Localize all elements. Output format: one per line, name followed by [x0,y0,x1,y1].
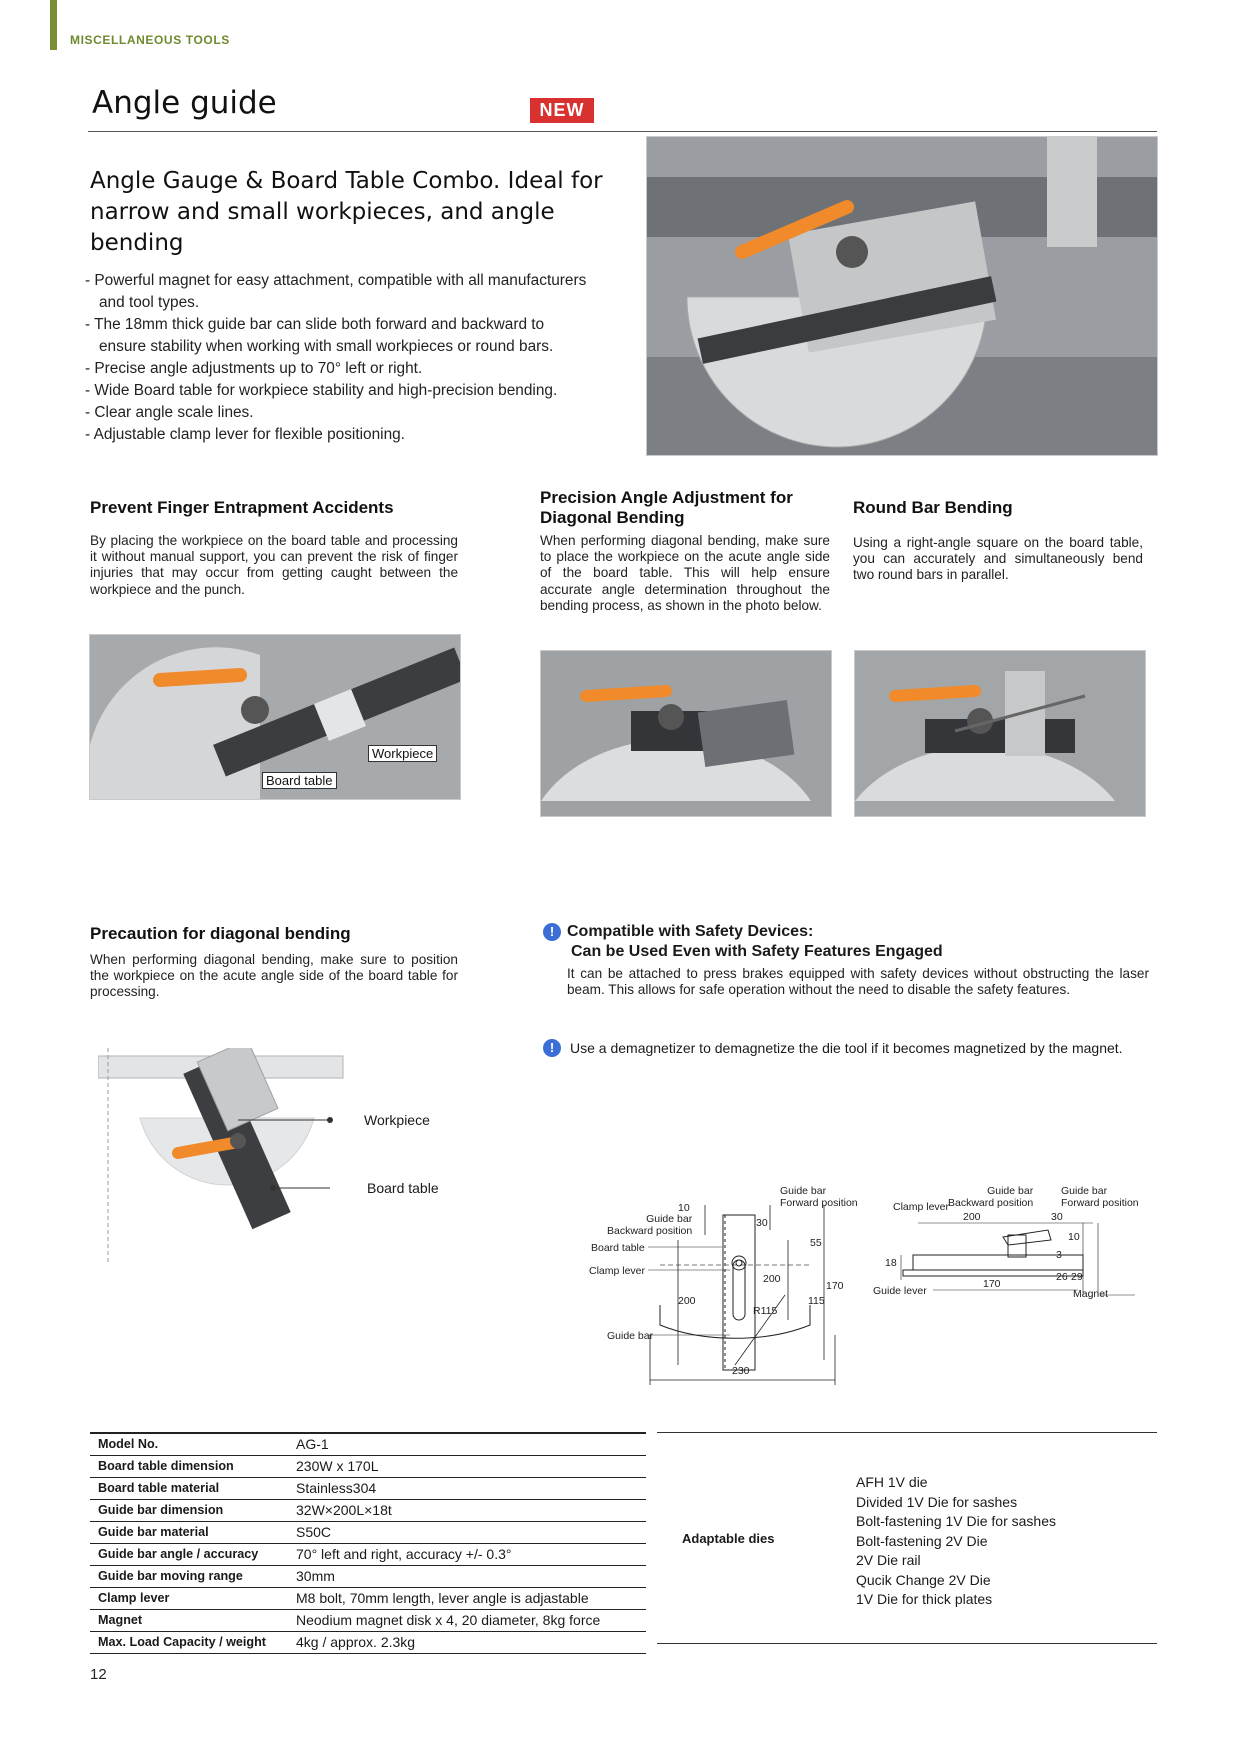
spec-value: Stainless304 [288,1478,646,1500]
die-item: AFH 1V die [856,1474,928,1490]
label-side-clamp-lever: Clamp lever [893,1201,950,1213]
info-icon: ! [543,1039,561,1057]
info-icon: ! [543,923,561,941]
feature-item: - The 18mm thick guide bar can slide both forward and backward to ensure stability when working with small workpieces or round bars. [85,314,595,358]
diagonal-title: Precision Angle Adjustment for Diagonal Bending [540,488,793,527]
dim-200-center: 200 [763,1273,781,1285]
label-text: Guide bar [646,1213,693,1225]
feature-item: - Clear angle scale lines. [85,402,595,424]
spec-key: Board table material [90,1478,288,1500]
spec-value: S50C [288,1522,646,1544]
dim-side-29: 29 [1071,1271,1083,1283]
roundbar-photo [854,650,1146,817]
spec-row [90,1478,646,1500]
spec-row [90,1566,646,1588]
precaution-title: Precaution for diagonal bending [90,924,351,943]
feature-item: - Powerful magnet for easy attachment, compatible with all manufacturers and tool types. [85,270,595,314]
roundbar-body: Using a right-angle square on the board table, you can accurately and simultaneously bend two round bars in parallel. [853,535,1143,583]
feature-item: - Wide Board table for workpiece stability and high-precision bending. [85,380,595,402]
spec-value: 230W x 170L [288,1456,646,1478]
die-item: Divided 1V Die for sashes [856,1493,1018,1510]
dim-10: 10 [678,1202,690,1214]
die-item: 2V Die rail [856,1552,921,1568]
demagnetize-note: Use a demagnetizer to demagnetize the die tool if it becomes magnetized by the magnet. [570,1040,1123,1056]
spec-value: AG-1 [288,1433,646,1456]
safety-title [567,922,943,962]
diagonal-body: When performing diagonal bending, make sure to place the workpiece on the acute angle side of the board table. This will help ensure accurate angle determination throughout the bending process, as shown in the photo below. [540,533,830,613]
label-clamp-lever: Clamp lever [589,1265,646,1277]
section-label: MISCELLANEOUS TOOLS [70,33,230,47]
label-magnet: Magnet [1073,1288,1109,1300]
adaptable-dies-list [856,1473,1056,1610]
label-guide-lever: Guide lever [873,1285,927,1297]
dim-side-30: 30 [1051,1211,1063,1223]
spec-row [90,1588,646,1610]
safety-body: It can be attached to press brakes equipped with safety devices without obstructing the laser beam. This allows for safe operation without the need to disable the safety features. [567,966,1149,998]
adaptable-dies-box [657,1432,1157,1644]
dim-230: 230 [732,1365,750,1377]
dim-30: 30 [756,1217,768,1229]
feature-item: - Precise angle adjustments up to 70° left or right. [85,358,595,380]
roundbar-title: Round Bar Bending [853,498,1013,517]
label-guide-bar: Guide bar [607,1330,654,1342]
spec-key: Model No. [90,1433,288,1456]
dim-side-10: 10 [1068,1231,1080,1243]
spec-key: Board table dimension [90,1456,288,1478]
feature-item: - Adjustable clamp lever for flexible positioning. [85,424,595,446]
spec-row [90,1433,646,1456]
spec-key: Guide bar moving range [90,1566,288,1588]
dim-200-left: 200 [678,1295,696,1307]
subtitle: Angle Gauge & Board Table Combo. Ideal for narrow and small workpieces, and angle bending [90,168,603,256]
spec-value: 30mm [288,1566,646,1588]
hero-photo [646,136,1158,456]
spec-row [90,1610,646,1632]
dim-side-170: 170 [983,1278,1001,1290]
label-text: Guide bar [780,1185,827,1197]
label-board-table: Board table [591,1242,645,1254]
precaution-body: When performing diagonal bending, make sure to position the workpiece on the acute angle side of the board table for processing. [90,952,458,1000]
spec-key: Guide bar material [90,1522,288,1544]
title-rule [88,131,1157,132]
spec-value: 32W×200L×18t [288,1500,646,1522]
die-item: Qucik Change 2V Die [856,1571,991,1588]
label-guide-bar-forward [780,1185,858,1209]
feature-list [85,270,595,446]
safety-title-line2: Can be Used Even with Safety Features Engaged [571,943,943,960]
spec-row [90,1500,646,1522]
finger-body: By placing the workpiece on the board table and processing it without manual support, you can prevent the risk of finger injuries that may occur from getting caught between the workpiece and the punch. [90,533,458,597]
dim-side-200: 200 [963,1211,981,1223]
page-title: Angle guide [92,85,277,121]
section-marker [50,0,57,50]
spec-key: Guide bar angle / accuracy [90,1544,288,1566]
dim-side-26: 26 [1056,1271,1068,1283]
label-side-guide-backward [948,1185,1033,1209]
spec-value: 4kg / approx. 2.3kg [288,1632,646,1654]
safety-title-line1: Compatible with Safety Devices: [567,923,814,940]
spec-key: Magnet [90,1610,288,1632]
spec-key: Max. Load Capacity / weight [90,1632,288,1654]
precaution-diagram [98,1048,348,1268]
new-badge: NEW [530,98,594,123]
front-view-drawing [560,1185,870,1390]
die-item: 1V Die for thick plates [856,1591,993,1607]
callout-board-table: Board table [262,772,337,789]
spec-value: Neodium magnet disk x 4, 20 diameter, 8kg force [288,1610,646,1632]
dim-55: 55 [810,1237,822,1249]
spec-key: Guide bar dimension [90,1500,288,1522]
dim-115: 115 [808,1295,825,1307]
diagram-label-board-table: Board table [367,1180,439,1196]
finger-title: Prevent Finger Entrapment Accidents [90,498,394,517]
callout-workpiece: Workpiece [368,745,437,762]
label-text: Forward position [780,1197,858,1209]
dim-side-3: 3 [1056,1249,1062,1261]
page-number: 12 [90,1666,107,1683]
spec-row [90,1456,646,1478]
diagonal-photo [540,650,832,817]
label-guide-bar-backward [607,1213,692,1237]
diagram-label-workpiece: Workpiece [364,1112,430,1128]
die-item: Bolt-fastening 1V Die for sashes [856,1513,1056,1529]
side-view-drawing [873,1185,1153,1315]
dim-side-18: 18 [885,1257,897,1269]
label-side-guide-forward [1061,1185,1139,1209]
die-item: Bolt-fastening 2V Die [856,1532,988,1549]
label-text: Guide bar [1061,1185,1108,1197]
spec-table [90,1432,646,1654]
adaptable-dies-label: Adaptable dies [682,1531,775,1546]
dim-170: 170 [826,1280,844,1292]
spec-value: 70° left and right, accuracy +/- 0.3° [288,1544,646,1566]
spec-key: Clamp lever [90,1588,288,1610]
spec-value: M8 bolt, 70mm length, lever angle is adjastable [288,1588,646,1610]
spec-row [90,1522,646,1544]
label-text: Backward position [607,1225,693,1237]
spec-row [90,1632,646,1654]
label-text: Guide bar [987,1185,1034,1197]
label-text: Forward position [1061,1197,1139,1209]
label-text: Backward position [948,1197,1034,1209]
spec-row [90,1544,646,1566]
dim-r115: R115 [753,1305,778,1317]
